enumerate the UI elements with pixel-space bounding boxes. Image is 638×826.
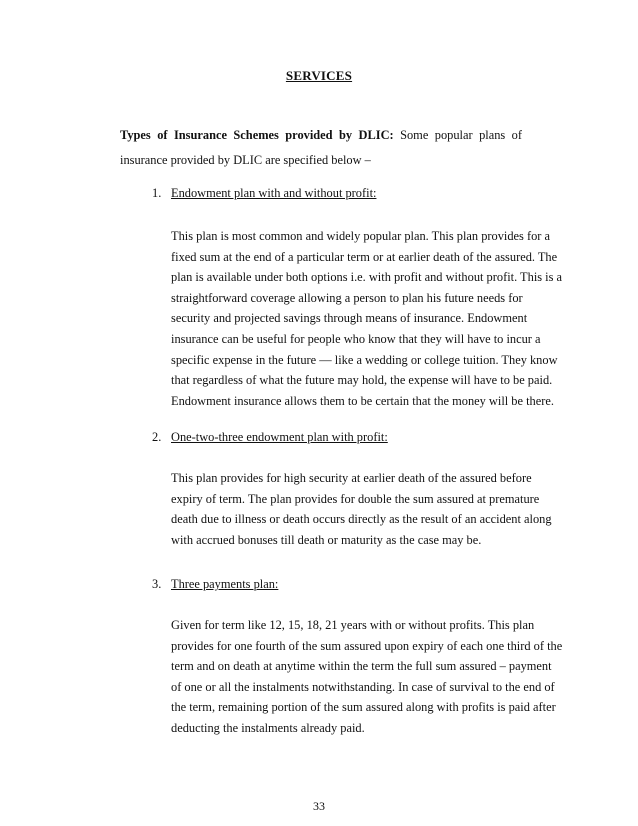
paragraph-line: straightforward coverage allowing a person to plan his future needs for — [171, 290, 523, 305]
paragraph-line: with accrued bonuses till death or maturity as the case may be. — [171, 532, 482, 547]
paragraph-line: of one or all the instalments notwithstanding. In case of survival to the end of — [171, 679, 555, 694]
list-item-heading — [152, 574, 278, 594]
list-item-title: Three payments plan: — [171, 577, 279, 591]
list-item-heading — [152, 427, 388, 447]
page-number: 33 — [313, 799, 325, 813]
list-item-number: 2. — [152, 430, 162, 444]
paragraph-line: provides for one fourth of the sum assured upon expiry of each one third of the — [171, 638, 563, 653]
paragraph-line: term and on death at anytime within the term the full sum assured – payment — [171, 659, 552, 674]
paragraph-line: death due to illness or death occurs directly as the result of an accident along — [171, 512, 552, 527]
intro-paragraph — [120, 123, 522, 173]
list-item-title: Endowment plan with and without profit: — [171, 186, 377, 200]
paragraph-line: specific expense in the future — like a wedding or college tuition. They know — [171, 352, 558, 367]
list-item-number: 3. — [152, 577, 162, 591]
paragraph-line: security and projected savings through means of insurance. Endowment — [171, 311, 528, 326]
intro-heading: Types of Insurance Schemes provided by DLIC: — [120, 128, 394, 142]
paragraph-line: This plan provides for high security at earlier death of the assured before — [171, 471, 532, 485]
list-item-number: 1. — [152, 186, 162, 200]
list-item-heading — [152, 183, 376, 203]
paragraph-line: that regardless of what the future may hold, the expense will have to be paid. — [171, 373, 553, 388]
paragraph-line: insurance can be useful for people who know that they will have to incur a — [171, 331, 541, 346]
paragraph-line: Given for term like 12, 15, 18, 21 years with or without profits. This plan — [171, 618, 535, 632]
list-item-paragraph — [171, 468, 552, 550]
paragraph-line: plan is available under both options i.e. with profit and without profit. This is a — [171, 270, 563, 285]
list-item-paragraph — [171, 615, 563, 739]
paragraph-line: Endowment insurance allows them to be certain that the money will be there. — [171, 393, 554, 408]
page-title: SERVICES — [285, 68, 353, 83]
intro-text: Some popular plans of insurance provided by DLIC are specified below – — [120, 128, 522, 167]
list-item-paragraph — [171, 226, 563, 411]
list-item-title: One-two-three endowment plan with profit: — [171, 430, 388, 444]
paragraph-line: the term, remaining portion of the sum assured along with profits is paid after — [171, 700, 556, 715]
paragraph-line: fixed sum at the end of a particular term or at earlier death of the assured. The — [171, 249, 558, 264]
paragraph-line: expiry of term. The plan provides for double the sum assured at premature — [171, 491, 540, 506]
paragraph-line: This plan is most common and widely popular plan. This plan provides for a — [171, 229, 551, 243]
paragraph-line: deducting the instalments already paid. — [171, 720, 365, 735]
